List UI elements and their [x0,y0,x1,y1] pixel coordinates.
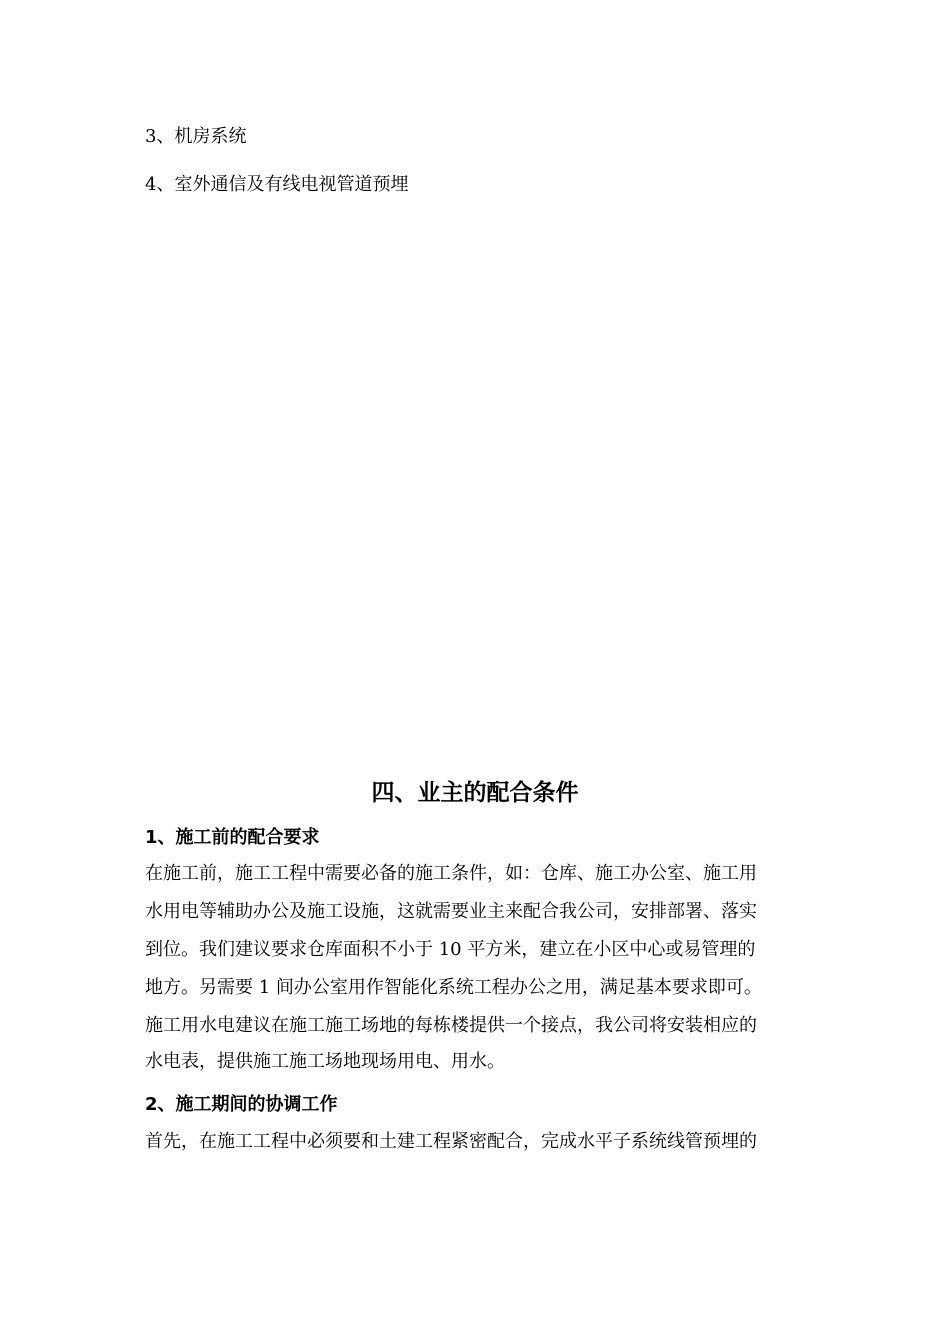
subsection-heading-2: 2、施工期间的协调工作 [145,1094,338,1115]
list-item-machine-room: 3、机房系统 [145,126,247,147]
section-title: 四、业主的配合条件 [371,780,579,806]
list-item-outdoor-pipes: 4、室外通信及有线电视管道预埋 [145,174,409,195]
paragraph-line-4: 地方。另需要 1 间办公室用作智能化系统工程办公之用，满足基本要求即可。 [145,977,762,998]
paragraph-line-1: 在施工前，施工工程中需要必备的施工条件，如：仓库、施工办公室、施工用 [145,863,757,884]
paragraph-line-6: 水电表，提供施工施工场地现场用电、用水。 [145,1051,505,1072]
paragraph-line-3: 到位。我们建议要求仓库面积不小于 10 平方米，建立在小区中心或易管理的 [145,939,756,960]
paragraph-line-5: 施工用水电建议在施工施工场地的每栋楼提供一个接点，我公司将安装相应的 [145,1015,757,1036]
subsection-heading-1: 1、施工前的配合要求 [145,827,320,848]
paragraph-line-2: 水用电等辅助办公及施工设施，这就需要业主来配合我公司，安排部署、落实 [145,901,757,922]
paragraph-line-7: 首先，在施工工程中必须要和土建工程紧密配合，完成水平子系统线管预埋的 [145,1131,757,1152]
